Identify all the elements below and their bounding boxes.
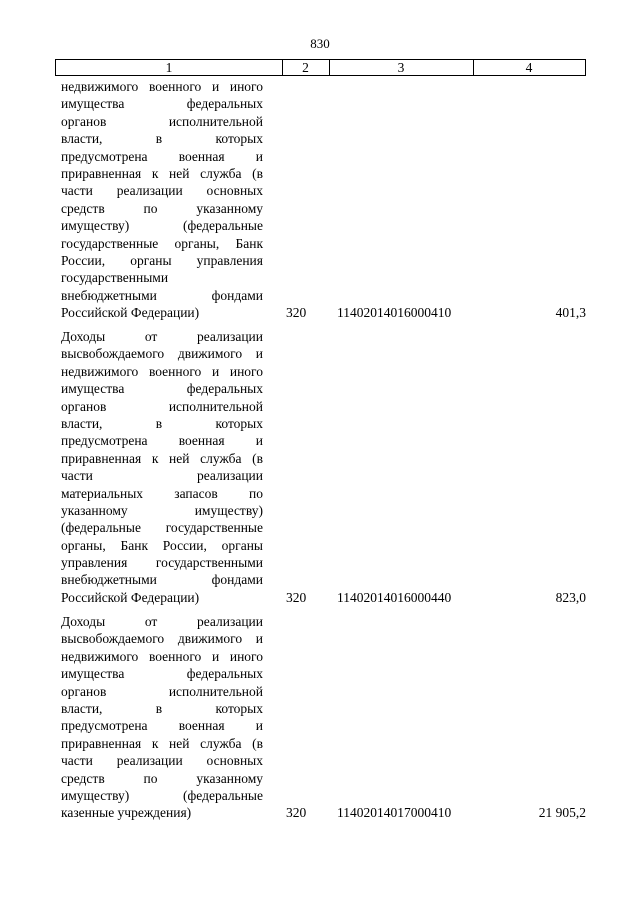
description-line: средств по указанному (61, 770, 263, 786)
description-line: власти, в которых (61, 415, 263, 431)
description-line: части реализации (61, 468, 263, 484)
description-line: недвижимого военного и иного (61, 79, 263, 94)
description-line: приравненная к ней служба (в (61, 735, 263, 751)
column-header-3: 3 (397, 60, 405, 75)
description-line: имуществу) (федеральные (61, 218, 263, 234)
column-divider (473, 60, 474, 75)
description-line: Доходы от реализации (61, 329, 263, 344)
description-line: власти, в которых (61, 131, 263, 147)
description-line: России, органы управления (61, 252, 263, 268)
description-line: органов исполнительной (61, 683, 263, 699)
description-line: материальных запасов по (61, 485, 263, 501)
description-line: высвобождаемого движимого и (61, 631, 263, 647)
description-line: казенные учреждения) (61, 805, 192, 821)
table-row (61, 328, 586, 606)
table-row (61, 613, 586, 822)
description-line: средств по указанному (61, 200, 263, 216)
column-header-1: 1 (165, 60, 173, 75)
description-line: предусмотрена военная и (61, 433, 263, 449)
description-line: указанному имуществу) (61, 502, 263, 518)
description-line: части реализации основных (61, 753, 263, 769)
admin-code: 320 (286, 589, 307, 605)
description-line: внебюджетными фондами (61, 287, 263, 303)
table-row (61, 78, 586, 321)
description-line: управления государственными (61, 555, 263, 571)
column-header-2: 2 (302, 60, 309, 75)
description-line: Российской Федерации) (61, 305, 200, 321)
income-description (61, 328, 263, 606)
description-line: Российской Федерации) (61, 589, 200, 605)
description-line: органов исполнительной (61, 113, 263, 129)
description-line: недвижимого военного и иного (61, 363, 263, 379)
amount: 823,0 (555, 589, 586, 605)
amount: 401,3 (555, 305, 586, 321)
description-line: предусмотрена военная и (61, 148, 263, 164)
income-description (61, 78, 263, 321)
budget-classification-code: 11402014016000410 (337, 305, 452, 321)
budget-classification-code: 11402014016000440 (337, 589, 452, 605)
description-line: органы, Банк России, органы (61, 537, 263, 553)
description-line: имущества федеральных (61, 666, 263, 682)
admin-code: 320 (286, 805, 307, 821)
description-line: государственные органы, Банк (61, 235, 263, 251)
description-line: органов исполнительной (61, 398, 263, 414)
description-line: власти, в которых (61, 700, 263, 716)
description-line: внебюджетными фондами (61, 572, 263, 588)
description-line: недвижимого военного и иного (61, 648, 263, 664)
income-description (61, 613, 263, 822)
description-line: имущества федеральных (61, 381, 263, 397)
description-line: государственными (61, 270, 169, 286)
amount: 21 905,2 (538, 805, 586, 821)
column-header-4: 4 (525, 60, 533, 75)
description-line: имуществу) (федеральные (61, 787, 263, 803)
table-column-header (55, 59, 586, 76)
column-divider (329, 60, 330, 75)
budget-classification-code: 11402014017000410 (337, 805, 452, 821)
description-line: части реализации основных (61, 183, 263, 199)
column-divider (282, 60, 283, 75)
page-number: 830 (310, 36, 330, 51)
description-line: (федеральные государственные (61, 520, 263, 536)
description-line: высвобождаемого движимого и (61, 346, 263, 362)
description-line: предусмотрена военная и (61, 718, 263, 734)
description-line: приравненная к ней служба (в (61, 450, 263, 466)
description-line: имущества федеральных (61, 96, 263, 112)
admin-code: 320 (286, 305, 307, 321)
description-line: приравненная к ней служба (в (61, 165, 263, 181)
description-line: Доходы от реализации (61, 614, 263, 629)
